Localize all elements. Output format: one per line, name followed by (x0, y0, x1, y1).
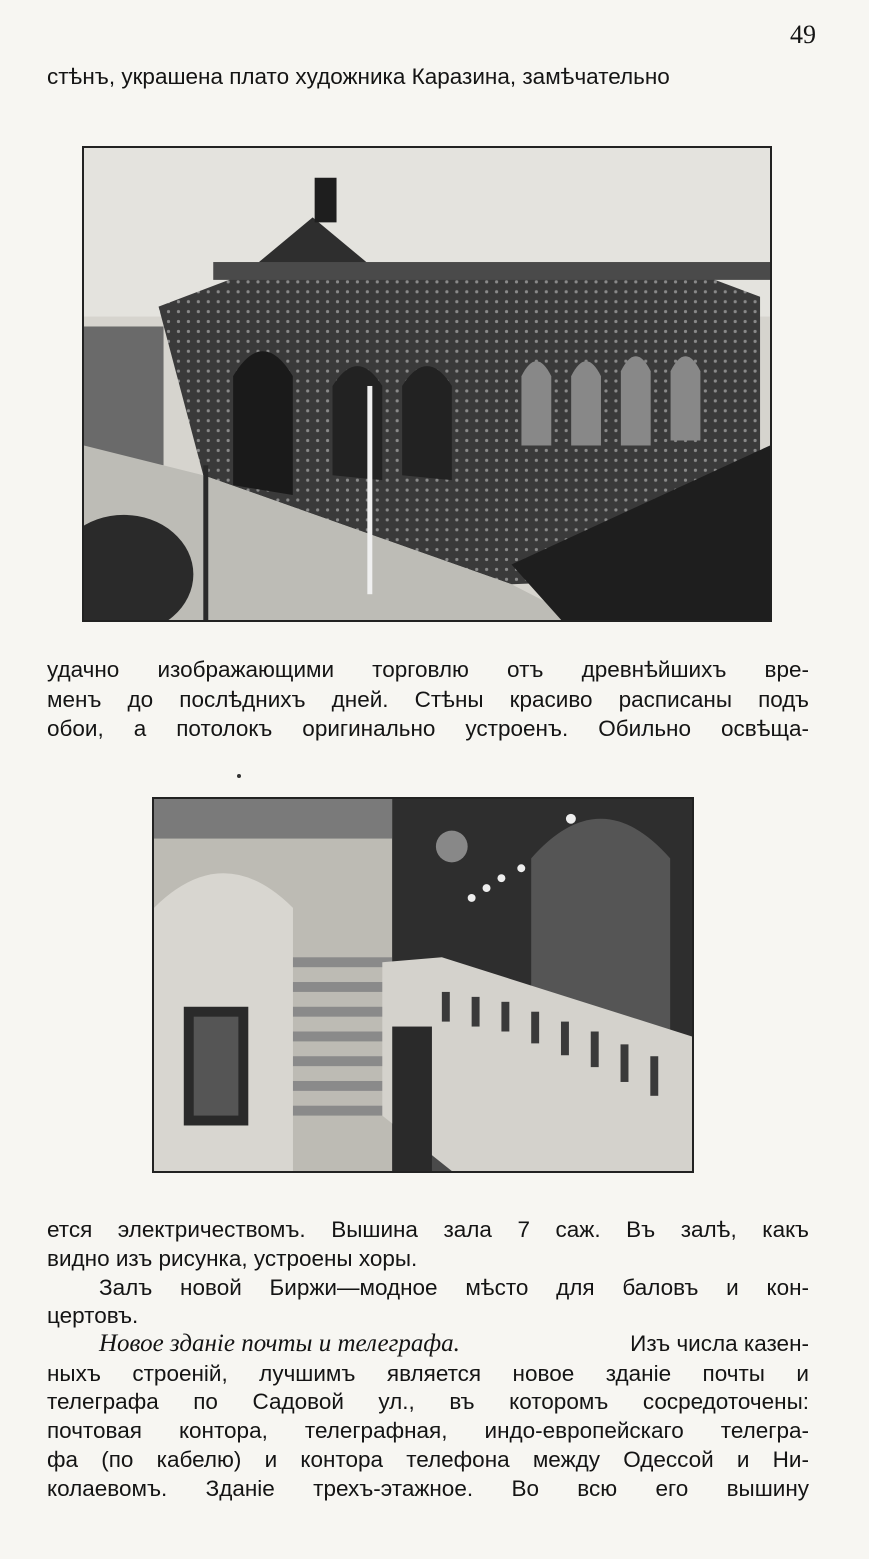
text-line: видно изъ рисунка, устроены хоры. (47, 1246, 418, 1271)
text-line: фа (по кабелю) и контора телефона между Одессой и Ни- (47, 1447, 809, 1472)
print-speck (237, 774, 241, 778)
page-number: 49 (790, 20, 816, 49)
text-line: стѣнъ, украшена плато художника Каразина, замѣчательно (47, 64, 670, 89)
text-line: обои, а потолокъ оригинально устроенъ. Обильно освѣща- (47, 716, 809, 741)
text-line: удачно изображающими торговлю отъ древнѣйшихъ вре- (47, 657, 809, 682)
exchange-hall-interior-photo (152, 797, 694, 1173)
text-line: телеграфа по Садовой ул., въ которомъ сосредоточены: (47, 1389, 809, 1414)
text-line: ныхъ строеній, лучшимъ является новое зданіе почты и (47, 1361, 809, 1386)
post-office-heading: Новое зданіе почты и телеграфа. (99, 1330, 460, 1357)
text-line: цертовъ. (47, 1303, 139, 1328)
text-line: ется электричествомъ. Вышина зала 7 саж. Въ залѣ, какъ (47, 1217, 809, 1242)
post-office-first-line (47, 1331, 809, 1356)
text-line: почтовая контора, телеграфная, индо-европейскаго телегра- (47, 1418, 809, 1443)
text-line: Залъ новой Биржи—модное мѣсто для баловъ и кон- (99, 1275, 809, 1300)
text-line: менъ до послѣднихъ дней. Стѣны красиво расписаны подъ (47, 687, 809, 712)
text-segment: Изъ числа казен- (630, 1331, 809, 1356)
exchange-building-photo (82, 146, 772, 622)
text-line: колаевомъ. Зданіе трехъ-этажное. Во всю его вышину (47, 1476, 809, 1501)
